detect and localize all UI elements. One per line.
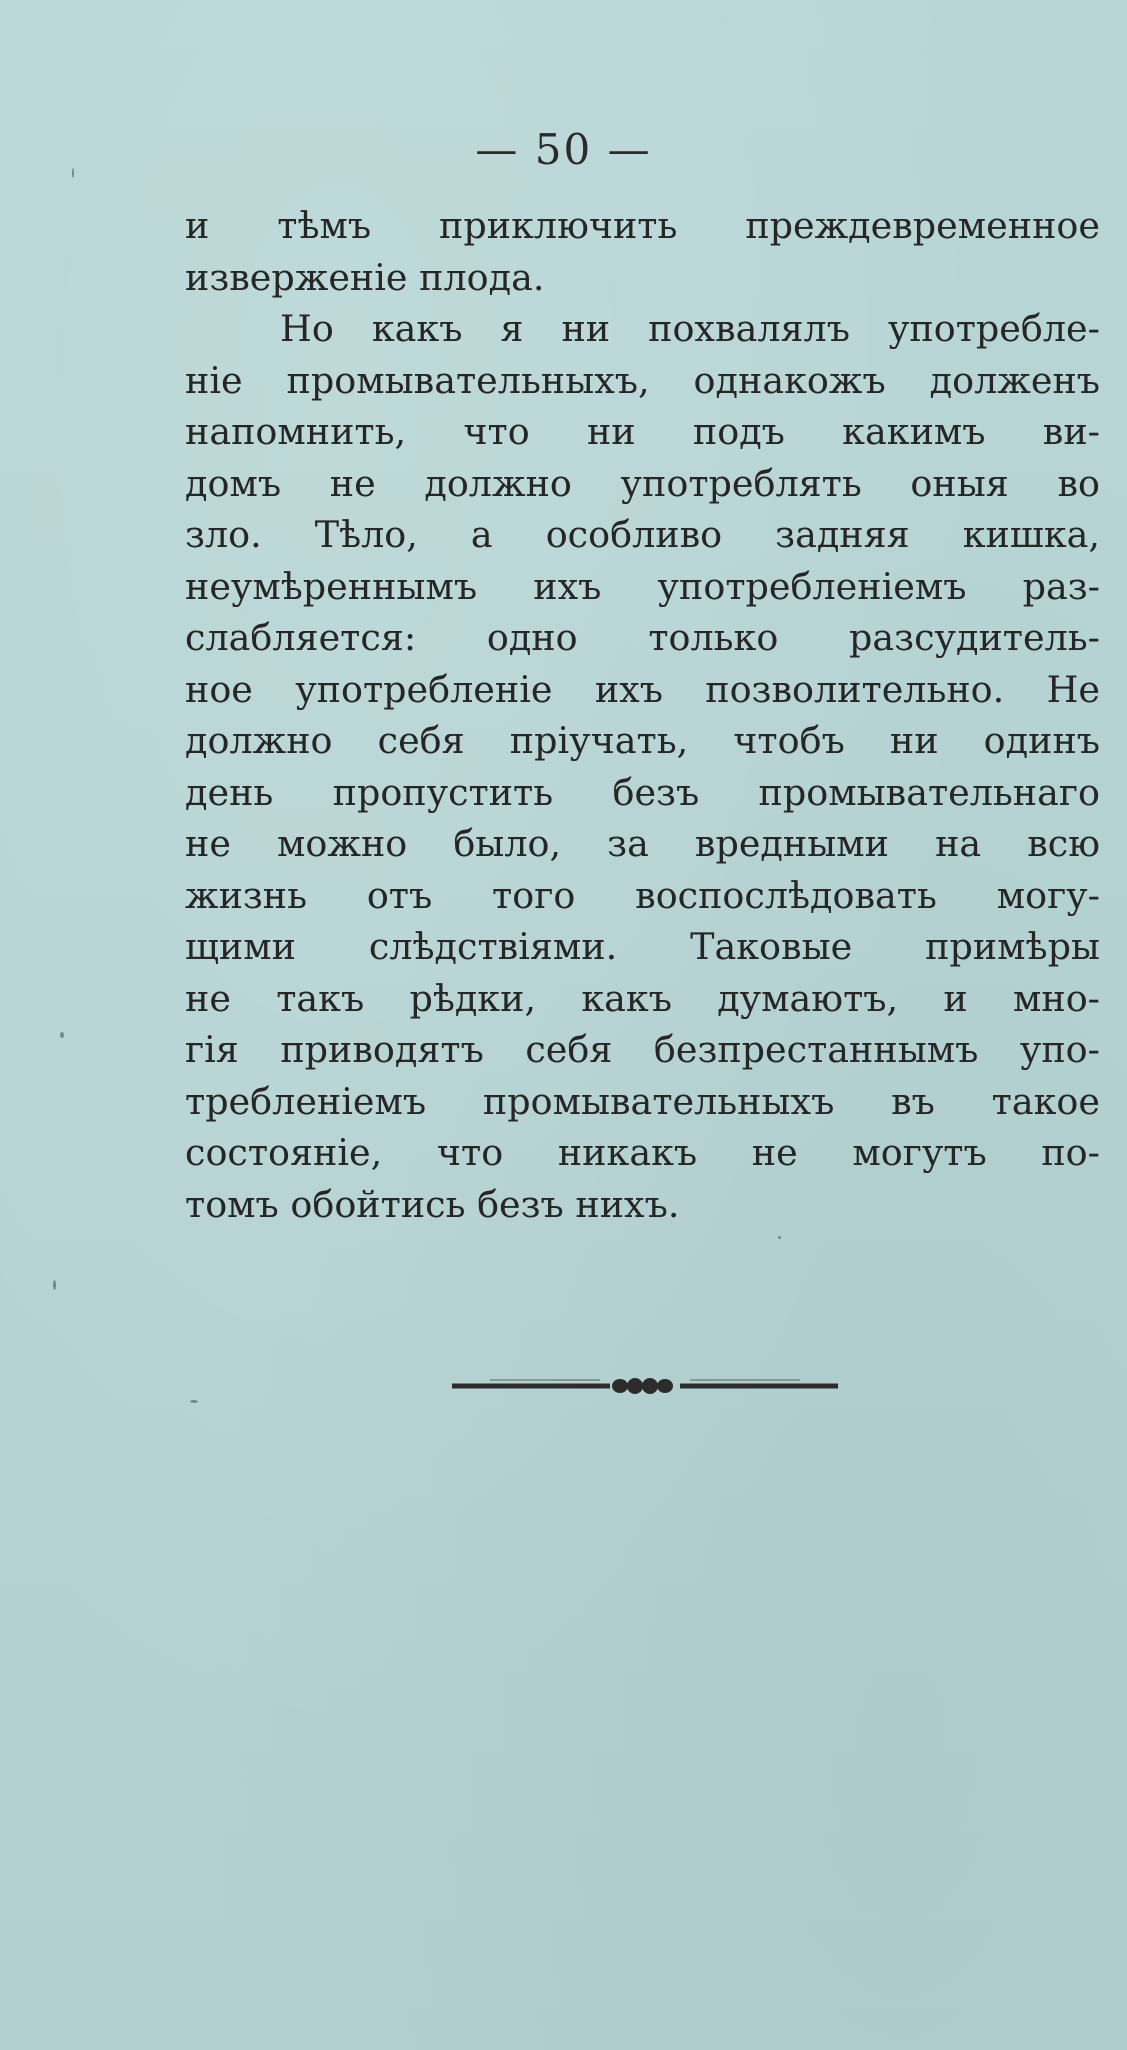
paper-speck <box>53 1280 56 1290</box>
text-line: день пропустить безъ промывательнаго <box>185 770 1100 814</box>
text-line: домъ не должно употреблять оныя во <box>185 461 1100 505</box>
paper-speck <box>778 1236 781 1239</box>
text-line: слабляется: одно только разсудитель- <box>185 616 1100 659</box>
text-line: гія приводятъ себя безпрестаннымъ упо- <box>185 1028 1100 1071</box>
paper-speck <box>190 1400 198 1403</box>
text-line: зло. Тѣло, а особливо задняя кишка, <box>185 513 1100 556</box>
text-line: ніе промывательныхъ, однакожъ долженъ <box>185 358 1100 402</box>
text-line: требленіемъ промывательныхъ въ такое <box>185 1079 1100 1123</box>
text-line: состояніе, что никакъ не могутъ по- <box>185 1131 1100 1174</box>
text-line: Но какъ я ни похвалялъ употребле- <box>280 307 1100 350</box>
body-text <box>185 200 1100 1230</box>
paper-speck <box>60 1032 64 1038</box>
paper-speck <box>72 168 74 178</box>
text-line: неумѣреннымъ ихъ употребленіемъ раз- <box>185 564 1100 608</box>
text-line: должно себя пріучать, чтобъ ни одинъ <box>185 719 1100 762</box>
text-line: изверженіе плода. <box>185 255 545 299</box>
text-line: томъ обойтись безъ нихъ. <box>185 1182 680 1226</box>
tailpiece-rule-ornament-icon <box>450 1372 840 1400</box>
text-line: и тѣмъ приключить преждевременное <box>185 204 1100 247</box>
text-line: не можно было, за вредными на всю <box>185 822 1100 865</box>
text-line: не такъ рѣдки, какъ думаютъ, и мно- <box>185 976 1100 1020</box>
text-line: щими слѣдствіями. Таковые примѣры <box>185 925 1100 968</box>
text-line: жизнь отъ того воспослѣдовать могу- <box>185 873 1100 917</box>
page-number: — 50 — <box>475 125 652 174</box>
text-line: ное употребленіе ихъ позволительно. Не <box>185 667 1100 711</box>
text-line: напомнить, что ни подъ какимъ ви- <box>185 410 1100 453</box>
